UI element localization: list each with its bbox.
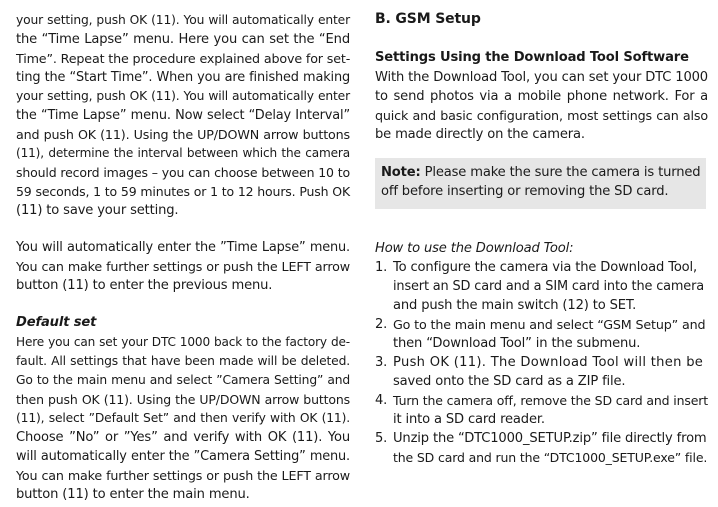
step-line: and push the main switch (12) to SET. bbox=[393, 298, 637, 313]
left-para1-line: (11) to save your setting. bbox=[16, 203, 179, 218]
left-para3-line: button (11) to enter the main menu. bbox=[16, 487, 250, 502]
left-para1-line: and push OK (11). Using the UP/DOWN arrow buttons bbox=[16, 127, 350, 142]
left-para3-line: then push OK (11). Using the UP/DOWN arrow buttons bbox=[16, 392, 350, 407]
left-para3-line: You can make further settings or push the LEFT arrow bbox=[16, 468, 350, 483]
step-line: saved onto the SD card as a ZIP file. bbox=[393, 374, 626, 389]
step-number: 1. bbox=[375, 260, 388, 275]
left-para1-line: should record images – you can choose between 10 to bbox=[16, 165, 350, 180]
left-para3-line: Go to the main menu and select ”Camera Setting” and bbox=[16, 373, 350, 387]
step-line: then “Download Tool” in the submenu. bbox=[393, 336, 641, 351]
left-para1-line: your setting, push OK (11). You will automatically enter bbox=[16, 13, 350, 27]
left-para1-line: (11), determine the interval between which the camera bbox=[16, 146, 350, 160]
left-para2-line: button (11) to enter the previous menu. bbox=[16, 278, 273, 293]
intro-line: quick and basic configuration, most settings can also bbox=[375, 108, 708, 123]
step-line: it into a SD card reader. bbox=[393, 412, 545, 427]
step-number: 4. bbox=[375, 393, 388, 408]
left-para3-line: fault. All settings that have been made will be deleted. bbox=[16, 354, 350, 368]
step-line: Go to the main menu and select “GSM Setup” and bbox=[393, 317, 706, 332]
left-para1-line: 59 seconds, 1 to 59 minutes or 1 to 12 hours. Push OK bbox=[16, 184, 350, 199]
intro-line: to send photos via a mobile phone network. For a bbox=[375, 89, 708, 104]
left-para3-line: will automatically enter the ”Camera Setting” menu. bbox=[16, 449, 350, 464]
left-para3-line: Choose ”No” or ”Yes” and verify with OK (11). You bbox=[16, 430, 350, 445]
step-number: 2. bbox=[375, 317, 388, 332]
default-set-heading: Default set bbox=[16, 315, 97, 330]
note-text: Please make the sure the camera is turned bbox=[424, 165, 701, 180]
step-line: Turn the camera off, remove the SD card and insert bbox=[393, 393, 708, 408]
step-number: 3. bbox=[375, 355, 388, 370]
step-line: Push OK (11). The Download Tool will then be bbox=[393, 355, 704, 370]
left-para1-line: ting the “Start Time”. When you are finished making bbox=[16, 70, 350, 85]
note-line-1 bbox=[381, 163, 700, 182]
howto-heading: How to use the Download Tool: bbox=[375, 241, 574, 256]
subheading: Settings Using the Download Tool Software bbox=[375, 50, 689, 65]
step-line: To configure the camera via the Download Tool, bbox=[393, 260, 698, 275]
section-title: B. GSM Setup bbox=[375, 11, 481, 27]
left-para1-line: the “Time Lapse” menu. Now select “Delay Interval” bbox=[16, 108, 350, 123]
left-para3-line: Here you can set your DTC 1000 back to the factory de- bbox=[16, 335, 350, 349]
left-para1-line: Time”. Repeat the procedure explained above for set- bbox=[16, 51, 351, 66]
step-line: the SD card and run the “DTC1000_SETUP.exe” file. bbox=[393, 450, 708, 465]
left-para3-line: (11), select ”Default Set” and then verify with OK (11). bbox=[16, 411, 350, 425]
intro-line: With the Download Tool, you can set your DTC 1000 bbox=[375, 70, 708, 85]
step-line: insert an SD card and a SIM card into the camera bbox=[393, 279, 704, 294]
note-line-2: off before inserting or removing the SD card. bbox=[381, 184, 669, 199]
intro-line: be made directly on the camera. bbox=[375, 127, 585, 142]
left-para2-line: You can make further settings or push the LEFT arrow bbox=[16, 259, 350, 274]
step-number: 5. bbox=[375, 431, 388, 446]
note-label: Note: bbox=[381, 165, 421, 180]
step-line: Unzip the “DTC1000_SETUP.zip” file directly from bbox=[393, 431, 707, 446]
left-para2-line: You will automatically enter the ”Time Lapse” menu. bbox=[16, 240, 350, 255]
left-para1-line: the “Time Lapse” menu. Here you can set the “End bbox=[16, 32, 350, 47]
left-para1-line: your setting, push OK (11). You will automatically enter bbox=[16, 89, 350, 103]
